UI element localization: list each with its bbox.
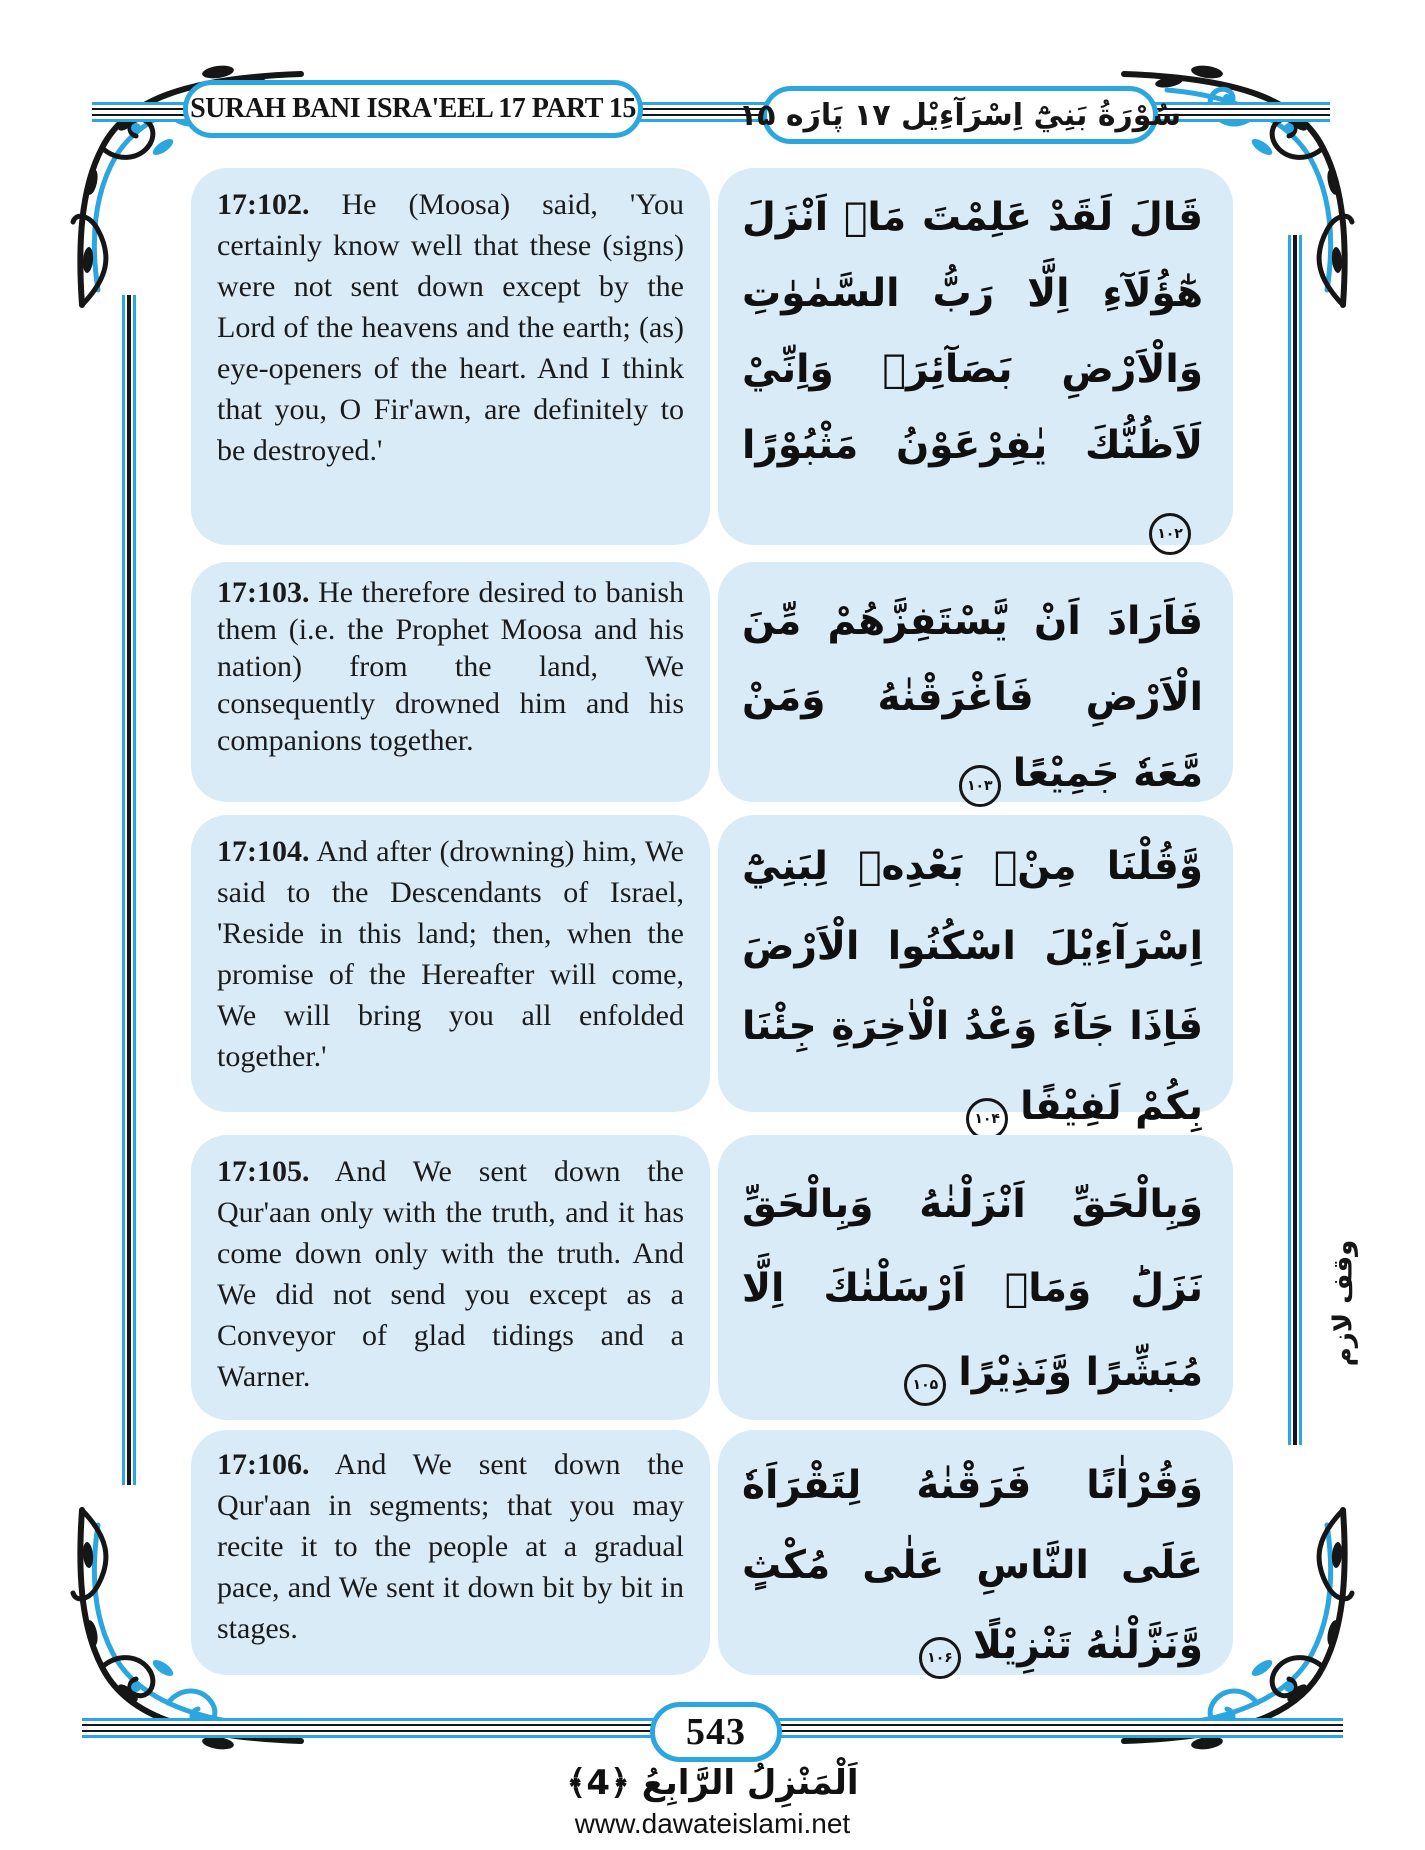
verse-row-103 — [191, 562, 1233, 802]
verse-arabic-103: فَاَرَادَ اَنْ يَّسْتَفِزَّهُمْ مِّنَ الْاَرْضِ فَاَغْرَقْنٰهُ وَمَنْ مَّعَهٗ جَمِيْعًا — [742, 599, 1203, 796]
arabic-panel-102 — [718, 168, 1233, 545]
translation-panel-105 — [191, 1135, 710, 1420]
ayah-number-badge-102 — [1149, 513, 1191, 555]
verse-arabic-105: وَبِالْحَقِّ اَنْزَلْنٰهُ وَبِالْحَقِّ نَزَلَؕ وَمَاۤ اَرْسَلْنٰكَ اِلَّا مُبَشِّرًا وَّنَذِيْرًا — [742, 1182, 1203, 1395]
arabic-text-106 — [718, 1430, 1233, 1686]
translation-text-104 — [191, 815, 710, 1077]
verse-translation-104: And after (drowning) him, We said to the Descendants of Israel, 'Reside in this land; then, when the promise of the Hereafter will come, We will bring you all enfolded together.' — [217, 835, 684, 1073]
translation-text-106 — [191, 1430, 710, 1649]
website-url: www.dawateislami.net — [574, 1808, 851, 1839]
arabic-text-102 — [718, 168, 1233, 560]
surah-title-arabic-label: سُوْرَةُ بَنِيْٓ اِسْرَآءِيْل ۱۷ پَارَه ۱۵ — [738, 97, 1182, 133]
verse-ref-103: 17:103. — [217, 576, 310, 609]
ayah-number-103: ۱۰۳ — [966, 778, 993, 794]
verse-arabic-104: وَّقُلْنَا مِنْۢ بَعْدِهٖ لِبَنِيْٓ اِسْرَآءِيْلَ اسْكُنُوا الْاَرْضَ فَاِذَا جَآءَ وَعْدُ الْاٰخِرَةِ جِئْنَا بِكُمْ لَفِيْفًا — [742, 844, 1203, 1129]
ayah-number-104: ۱۰۴ — [974, 1111, 1000, 1127]
translation-text-105 — [191, 1135, 710, 1397]
verse-row-102 — [191, 168, 1233, 545]
arabic-text-104 — [718, 815, 1233, 1147]
manzil-label: اَلْمَنْزِلُ الرَّابِعُ ﴿4﴾ — [566, 1763, 859, 1803]
translation-text-102 — [191, 168, 710, 471]
verse-arabic-106: وَقُرْاٰنًا فَرَقْنٰهُ لِتَقْرَاَهٗ عَلَى النَّاسِ عَلٰى مُكْثٍ وَّنَزَّلْنٰهُ تَنْزِيْلًا — [742, 1463, 1203, 1668]
page-number: 543 — [686, 1711, 746, 1753]
ayah-number-badge-103 — [959, 765, 1001, 807]
translation-panel-106 — [191, 1430, 710, 1675]
translation-panel-102 — [191, 168, 710, 545]
verse-row-105 — [191, 1135, 1233, 1420]
ayah-number-105: ۱۰۵ — [912, 1377, 939, 1393]
verse-row-106 — [191, 1430, 1233, 1675]
ayah-number-102: ۱۰۲ — [1157, 526, 1183, 542]
arabic-text-103 — [718, 562, 1233, 812]
arabic-panel-105 — [718, 1135, 1233, 1420]
ayah-number-badge-106 — [919, 1637, 961, 1679]
surah-title-english-label: SURAH BANI ISRA'EEL 17 PART 15 — [190, 93, 636, 124]
arabic-panel-106 — [718, 1430, 1233, 1675]
translation-panel-103 — [191, 562, 710, 802]
verse-translation-106: And We sent down the Qur'aan in segments; that you may recite it to the people at a gradual pace, and We sent it down bit by bit in stages. — [217, 1448, 684, 1645]
margin-waqf-note — [1288, 1239, 1398, 1367]
ayah-number-badge-105 — [904, 1364, 946, 1406]
verse-ref-102: 17:102. — [217, 188, 310, 221]
arabic-panel-103 — [718, 562, 1233, 802]
verse-row-104 — [191, 815, 1233, 1129]
translation-text-103 — [191, 562, 710, 759]
verse-ref-105: 17:105. — [217, 1155, 310, 1188]
ayah-number-badge-104 — [966, 1098, 1008, 1140]
arabic-text-105 — [718, 1135, 1233, 1415]
translation-panel-104 — [191, 815, 710, 1112]
verse-ref-106: 17:106. — [217, 1448, 310, 1481]
verse-translation-105: And We sent down the Qur'aan only with the truth, and it has come down only with the truth. And We did not send you except as a Conveyor of glad tidings and a Warner. — [217, 1155, 684, 1393]
verse-translation-102: He (Moosa) said, 'You certainly know well that these (signs) were not sent down except by the Lord of the heavens and the earth; (as) eye-openers of the heart. And I think that you, O Fir'awn, are definitely to be destroyed.' — [217, 188, 684, 467]
ayah-number-106: ۱۰۶ — [927, 1650, 953, 1666]
verse-ref-104: 17:104. — [217, 835, 310, 868]
verse-arabic-102: قَالَ لَقَدْ عَلِمْتَ مَاۤ اَنْزَلَ هٰٓؤُلَآءِ اِلَّا رَبُّ السَّمٰوٰتِ وَالْاَرْضِ بَصَآئِرَۚ وَاِنِّيْ لَاَظُنُّكَ يٰفِرْعَوْنُ مَثْبُوْرًا — [742, 195, 1203, 468]
page-number-badge — [650, 1702, 782, 1762]
arabic-panel-104 — [718, 815, 1233, 1129]
surah-title-arabic — [738, 86, 1182, 144]
verse-translation-103: He therefore desired to banish them (i.e. the Prophet Moosa and his nation) from the land, We consequently drowned him and his companions together. — [217, 576, 684, 757]
surah-title-english — [183, 80, 643, 138]
left-border-rule — [122, 295, 136, 1485]
margin-waqf-note-text: وقف لازم — [1328, 1239, 1358, 1367]
